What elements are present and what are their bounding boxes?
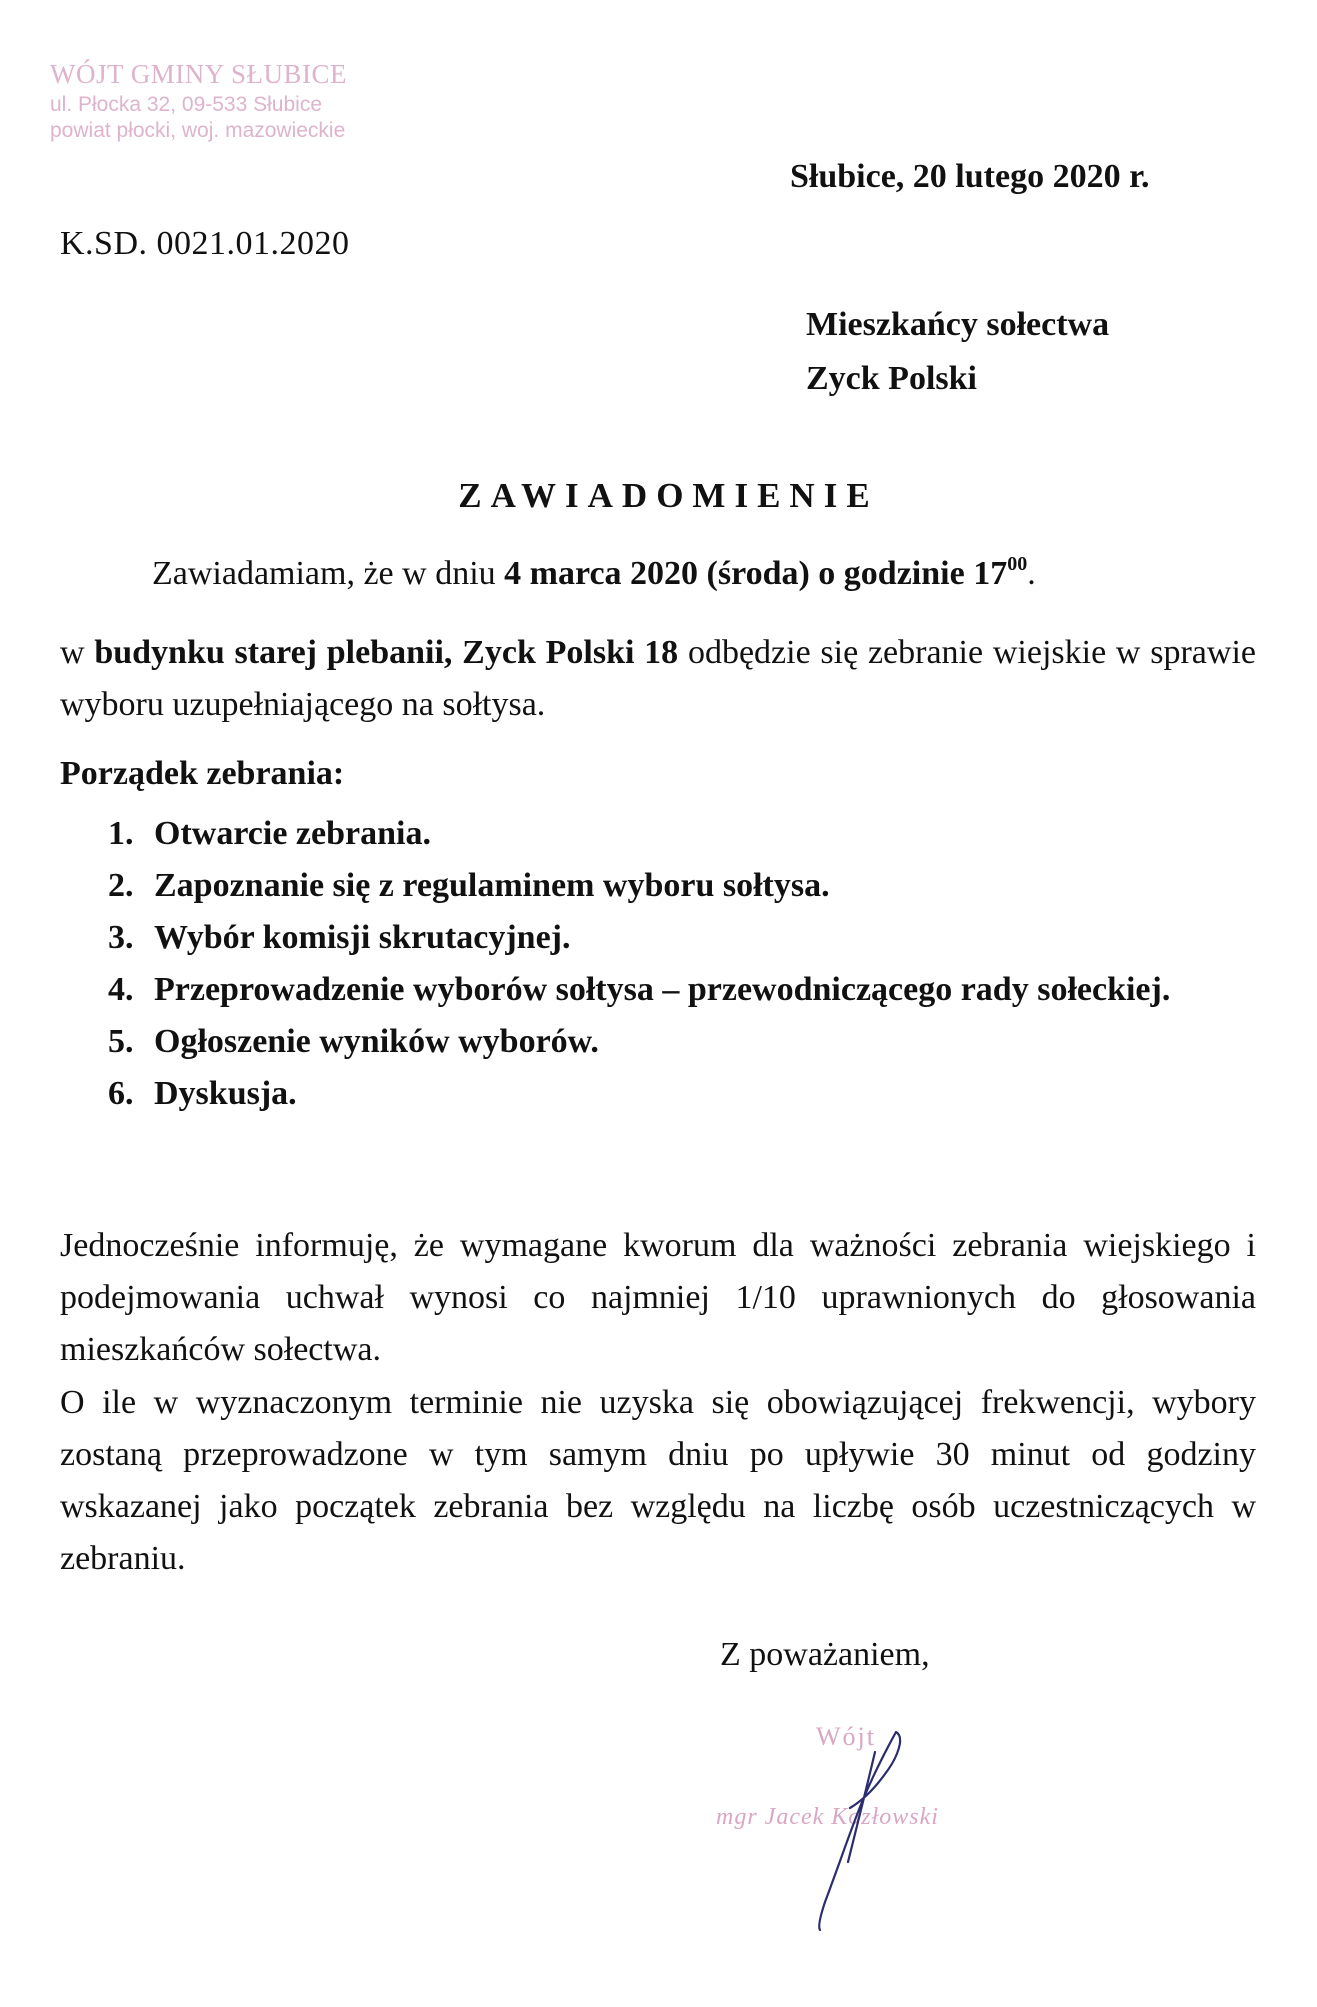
agenda-item: [60, 1068, 1256, 1120]
agenda-item: [60, 1016, 1256, 1068]
intro-text-3: odbędzie się zebranie wiejskie w sprawie wyboru uzupełniającego na sołtysa.: [60, 634, 1256, 723]
intro-text-2: w: [60, 634, 95, 671]
recipient-block: [806, 298, 1109, 406]
agenda-item: [60, 964, 1256, 1016]
agenda-list: [60, 808, 1256, 1120]
meeting-datetime: 4 marca 2020 (środa) o godzinie 17: [504, 555, 1008, 592]
stamp-address: ul. Płocka 32, 09-533 Słubice: [50, 92, 323, 116]
intro-period: .: [1027, 555, 1036, 592]
letter-date: Słubice, 20 lutego 2020 r.: [790, 158, 1150, 195]
agenda-item: [60, 808, 1256, 860]
meeting-location: budynku starej plebanii, Zyck Polski 18: [94, 634, 679, 671]
quorum-paragraph: Jednocześnie informuję, że wymagane kworum dla ważności zebrania wiejskiego i podejmowania uchwał wynosi co najmniej 1/10 uprawnionych do głosowania mieszkańców sołectwa.: [60, 1227, 1256, 1368]
agenda-item-text: Wybór komisji skrutacyjnej.: [154, 919, 571, 956]
signature-block: [700, 1712, 1020, 1942]
agenda-item-text: Zapoznanie się z regulaminem wyboru sołtysa.: [154, 867, 830, 904]
agenda-item: [60, 860, 1256, 912]
agenda-item-number: 3.: [108, 919, 134, 956]
fallback-paragraph: O ile w wyznaczonym terminie nie uzyska się obowiązującej frekwencji, wybory zostaną przeprowadzone w tym samym dniu po upływie 30 minut od godziny wskazanej jako początek zebrania bez względu na liczbę osób uczestniczących w zebraniu.: [60, 1384, 1256, 1577]
office-stamp: [50, 58, 347, 144]
agenda-item-text: Otwarcie zebrania.: [154, 815, 431, 852]
agenda-item-text: Przeprowadzenie wyborów sołtysa – przewodniczącego rady sołeckiej.: [154, 971, 1171, 1008]
handwritten-signature: [700, 1712, 1020, 1942]
document-heading: ZAWIADOMIENIE: [458, 476, 879, 515]
intro-paragraph-2: [60, 627, 1256, 731]
agenda-item-number: 2.: [108, 867, 134, 904]
recipient-line-1: Mieszkańcy sołectwa: [806, 306, 1110, 343]
stamp-title: WÓJT GMINY SŁUBICE: [50, 59, 347, 89]
stamp-region: powiat płocki, woj. mazowieckie: [50, 119, 346, 142]
recipient-line-2: Zyck Polski: [806, 360, 977, 397]
signature-role-stamp: Wójt: [816, 1722, 876, 1751]
agenda-item-number: 4.: [108, 971, 134, 1008]
agenda-item-text: Dyskusja.: [154, 1075, 297, 1112]
intro-paragraph-1: [152, 548, 1262, 600]
agenda-item: [60, 912, 1256, 964]
meeting-minutes: 00: [1007, 553, 1028, 575]
agenda-item-number: 5.: [108, 1023, 134, 1060]
intro-text-1: Zawiadamiam, że w dniu: [152, 555, 505, 592]
closing-regards: Z poważaniem,: [720, 1636, 930, 1673]
reference-number: K.SD. 0021.01.2020: [60, 225, 350, 262]
agenda-item-number: 1.: [108, 815, 134, 852]
agenda-item-text: Ogłoszenie wyników wyborów.: [154, 1023, 599, 1060]
signature-name-stamp: mgr Jacek Kozłowski: [716, 1804, 939, 1830]
agenda-item-number: 6.: [108, 1075, 134, 1112]
agenda-title: Porządek zebrania:: [60, 755, 345, 792]
